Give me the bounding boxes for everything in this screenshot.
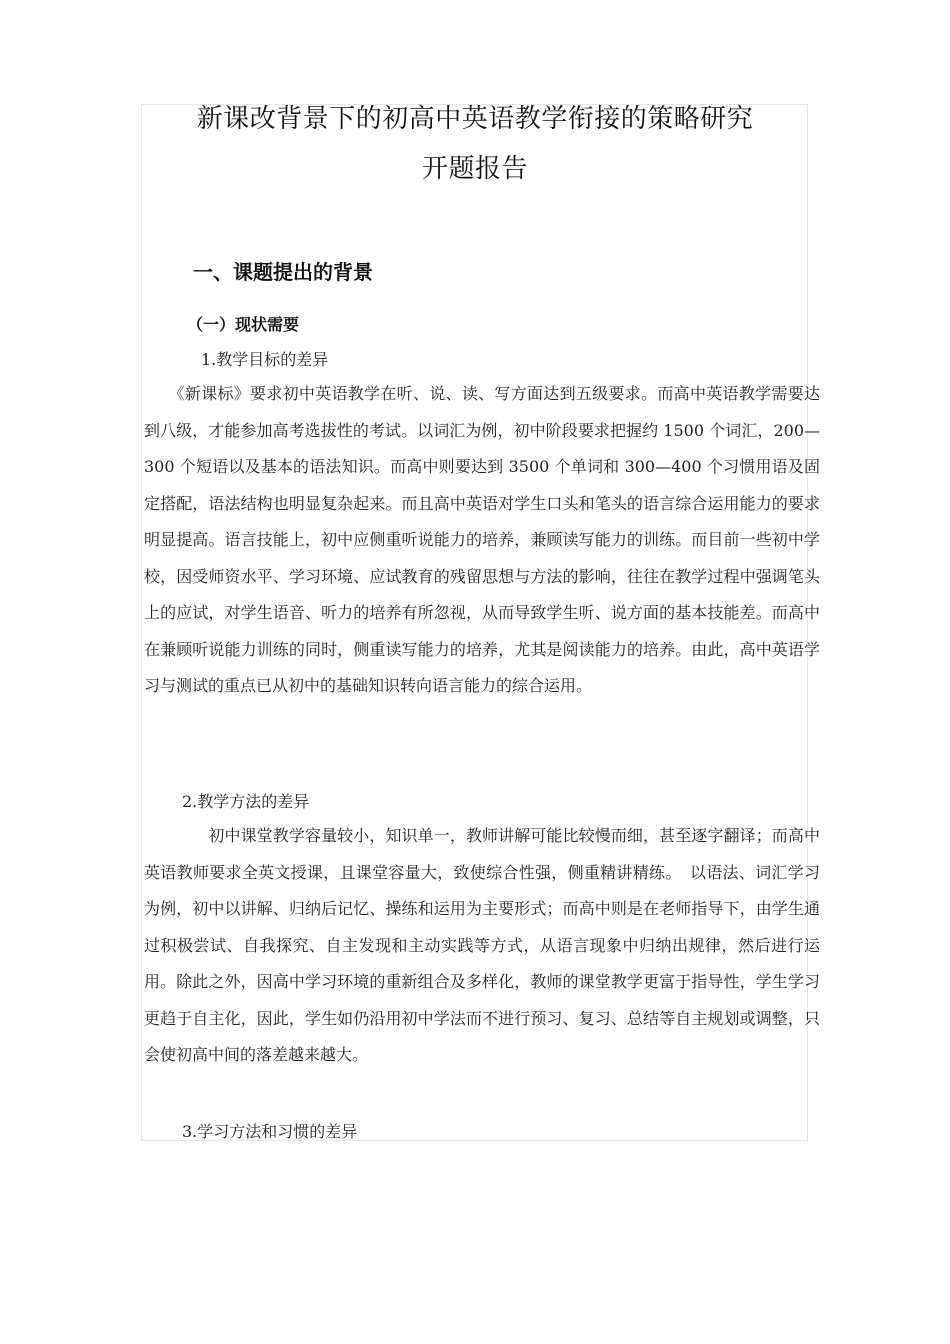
paragraph-teaching-methods: 初中课堂教学容量较小，知识单一，教师讲解可能比较慢而细，甚至逐字翻译；而高中英语教师要求全英文授课，且课堂容量大，致使综合性强，侧重精讲精练。 以语法、词汇学习为例，初中以讲解、归纳后记忆、操练和运用为主要形式；而高中则是在老师指导下，由学生通过积极尝试、自我探究、自主发现和主动实践等方式，从语言现象中归纳出规律，然后进行运用。除此之外，因高中学习环境的重新组合及多样化，教师的课堂教学更富于指导性，学生学习更趋于自主化，因此，学生如仍沿用初中学法而不进行预习、复习、总结等自主规划或调整，只会使初高中间的落差越来越大。 — [144, 826, 820, 1064]
item-heading-learning-habits: 3.学习方法和习惯的差异 — [182, 1122, 358, 1141]
item-heading-teaching-methods: 2.教学方法的差异 — [182, 792, 310, 811]
subsection-heading-current-needs: （一）现状需要 — [187, 315, 300, 334]
item-heading-teaching-goals: 1.教学目标的差异 — [201, 350, 329, 369]
document-subtitle: 开题报告 — [421, 154, 528, 184]
section-heading-background: 一、课题提出的背景 — [193, 260, 373, 284]
paragraph-teaching-goals: 《新课标》要求初中英语教学在听、说、读、写方面达到五级要求。而高中英语教学需要达到八级，才能参加高考选拔性的考试。以词汇为例，初中阶段要求把握约 1500 个词汇，200—300 个短语以及基本的语法知识。而高中则要达到 3500 个单词和 300—400 个习惯用语及固定搭配，语法结构也明显复杂起来。而且高中英语对学生口头和笔头的语言综合运用能力的要求明显提高。语言技能上，初中应侧重听说能力的培养，兼顾读写能力的训练。而目前一些初中学校，因受师资水平、学习环境、应试教育的残留思想与方法的影响，往往在教学过程中强调笔头上的应试，对学生语音、听力的培养有所忽视，从而导致学生听、说方面的基本技能差。而高中在兼顾听说能力训练的同时，侧重读写能力的培养，尤其是阅读能力的培养。由此，高中英语学习与测试的重点已从初中的基础知识转向语言能力的综合运用。 — [144, 384, 820, 695]
document-title: 新课改背景下的初高中英语教学衔接的策略研究 — [196, 104, 754, 134]
